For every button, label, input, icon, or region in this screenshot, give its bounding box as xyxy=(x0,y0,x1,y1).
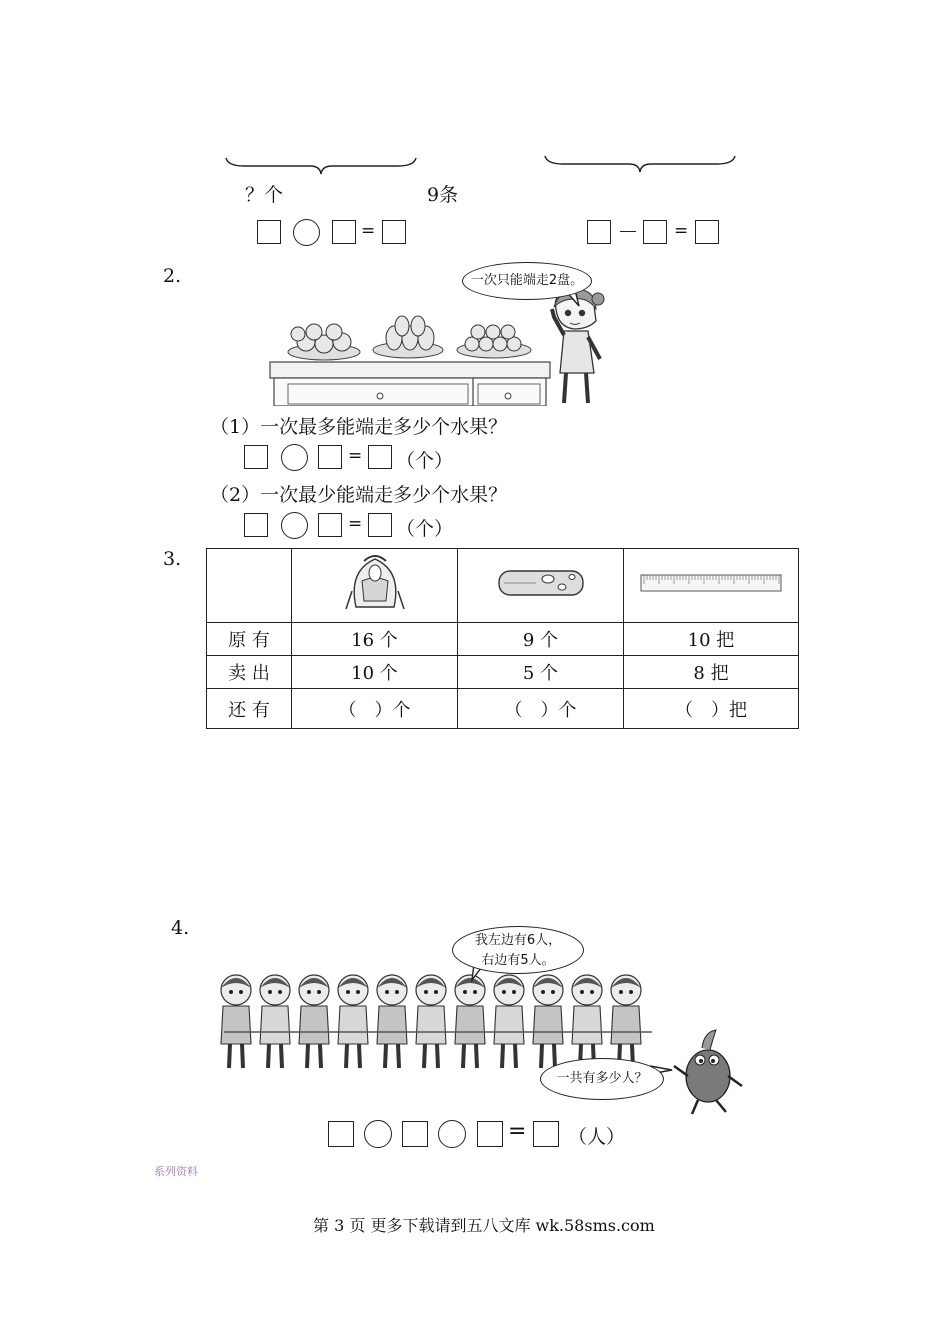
table-row xyxy=(207,656,799,689)
watermark: 系列资料 xyxy=(154,1165,198,1178)
sub-question-1: （1）一次最多能端走多少个水果？ xyxy=(210,416,508,438)
right-brace xyxy=(543,152,737,178)
fruit-table-illustration xyxy=(268,312,553,406)
answer-box[interactable] xyxy=(382,220,406,244)
answer-box[interactable] xyxy=(328,1121,354,1147)
stock-table xyxy=(206,548,799,729)
child-figure xyxy=(338,975,368,1068)
speech-bubble xyxy=(540,1058,664,1100)
child-figure xyxy=(533,975,563,1068)
question-2-number: 2. xyxy=(163,265,182,287)
unit-label: （个） xyxy=(396,518,454,540)
girl-illustration xyxy=(548,287,620,407)
table-cell: 9 个 xyxy=(458,623,624,656)
table-image-cell xyxy=(624,549,799,623)
sub-question-2: （2）一次最少能端走多少个水果？ xyxy=(210,484,508,506)
speech-text: 一次只能端走2盘。 xyxy=(470,273,584,288)
question-4-number: 4. xyxy=(171,917,190,939)
equals-sign: = xyxy=(674,221,689,241)
answer-box[interactable] xyxy=(587,220,611,244)
table-cell: 10 个 xyxy=(292,656,458,689)
speech-text-line: 我左边有6人， xyxy=(474,933,562,948)
row-label: 还 有 xyxy=(207,689,292,729)
answer-box[interactable] xyxy=(368,445,392,469)
answer-cell[interactable]: （ ）个 xyxy=(292,689,458,729)
unit-label: （人） xyxy=(568,1126,626,1148)
table-corner-cell xyxy=(207,549,292,623)
speech-bubble xyxy=(462,262,592,300)
answer-cell[interactable]: （ ）个 xyxy=(458,689,624,729)
answer-box[interactable] xyxy=(318,445,342,469)
question-3-number: 3. xyxy=(163,548,182,570)
child-figure xyxy=(611,975,641,1068)
table-image-cell xyxy=(292,549,458,623)
row-label: 卖 出 xyxy=(207,656,292,689)
answer-box[interactable] xyxy=(477,1121,503,1147)
table-cell: 8 把 xyxy=(624,656,799,689)
operator-circle[interactable] xyxy=(281,512,308,539)
operator-circle[interactable] xyxy=(438,1120,466,1148)
operator-circle[interactable] xyxy=(293,219,320,246)
child-figure xyxy=(221,975,251,1068)
child-figure xyxy=(299,975,329,1068)
equals-sign: = xyxy=(361,221,376,241)
equals-sign: = xyxy=(508,1119,527,1144)
table-header-row xyxy=(207,549,799,623)
backpack-icon xyxy=(342,551,408,615)
child-figure xyxy=(572,975,602,1068)
child-figure xyxy=(416,975,446,1068)
row-label: 原 有 xyxy=(207,623,292,656)
answer-box[interactable] xyxy=(533,1121,559,1147)
table-row xyxy=(207,689,799,729)
answer-box[interactable] xyxy=(318,513,342,537)
bean-mascot-illustration xyxy=(668,1026,752,1118)
answer-box[interactable] xyxy=(244,445,268,469)
child-figure xyxy=(377,975,407,1068)
left-brace xyxy=(224,152,418,178)
speech-text: 一共有多少人？ xyxy=(556,1071,648,1086)
page-footer: 第 3 页 更多下载请到五八文库 wk.58sms.com xyxy=(313,1216,655,1235)
answer-box[interactable] xyxy=(695,220,719,244)
answer-box[interactable] xyxy=(402,1121,428,1147)
left-count-label: ？个 xyxy=(245,184,284,206)
speech-text-line: 右边有5人。 xyxy=(481,953,555,968)
right-count-label: 9条 xyxy=(427,184,459,206)
answer-box[interactable] xyxy=(332,220,356,244)
operator-circle[interactable] xyxy=(281,444,308,471)
child-figure xyxy=(455,975,485,1068)
table-cell: 10 把 xyxy=(624,623,799,656)
unit-label: （个） xyxy=(396,450,454,472)
ruler-icon xyxy=(640,572,782,594)
minus-sign xyxy=(620,231,636,232)
child-figure xyxy=(260,975,290,1068)
answer-box[interactable] xyxy=(244,513,268,537)
answer-box[interactable] xyxy=(643,220,667,244)
equals-sign: = xyxy=(348,446,363,466)
table-row xyxy=(207,623,799,656)
pencil-case-icon xyxy=(496,565,586,601)
table-cell: 5 个 xyxy=(458,656,624,689)
equals-sign: = xyxy=(348,514,363,534)
answer-cell[interactable]: （ ）把 xyxy=(624,689,799,729)
answer-box[interactable] xyxy=(368,513,392,537)
operator-circle[interactable] xyxy=(364,1120,392,1148)
table-cell: 16 个 xyxy=(292,623,458,656)
answer-box[interactable] xyxy=(257,220,281,244)
speech-bubble xyxy=(452,926,584,974)
table-image-cell xyxy=(458,549,624,623)
child-figure xyxy=(494,975,524,1068)
